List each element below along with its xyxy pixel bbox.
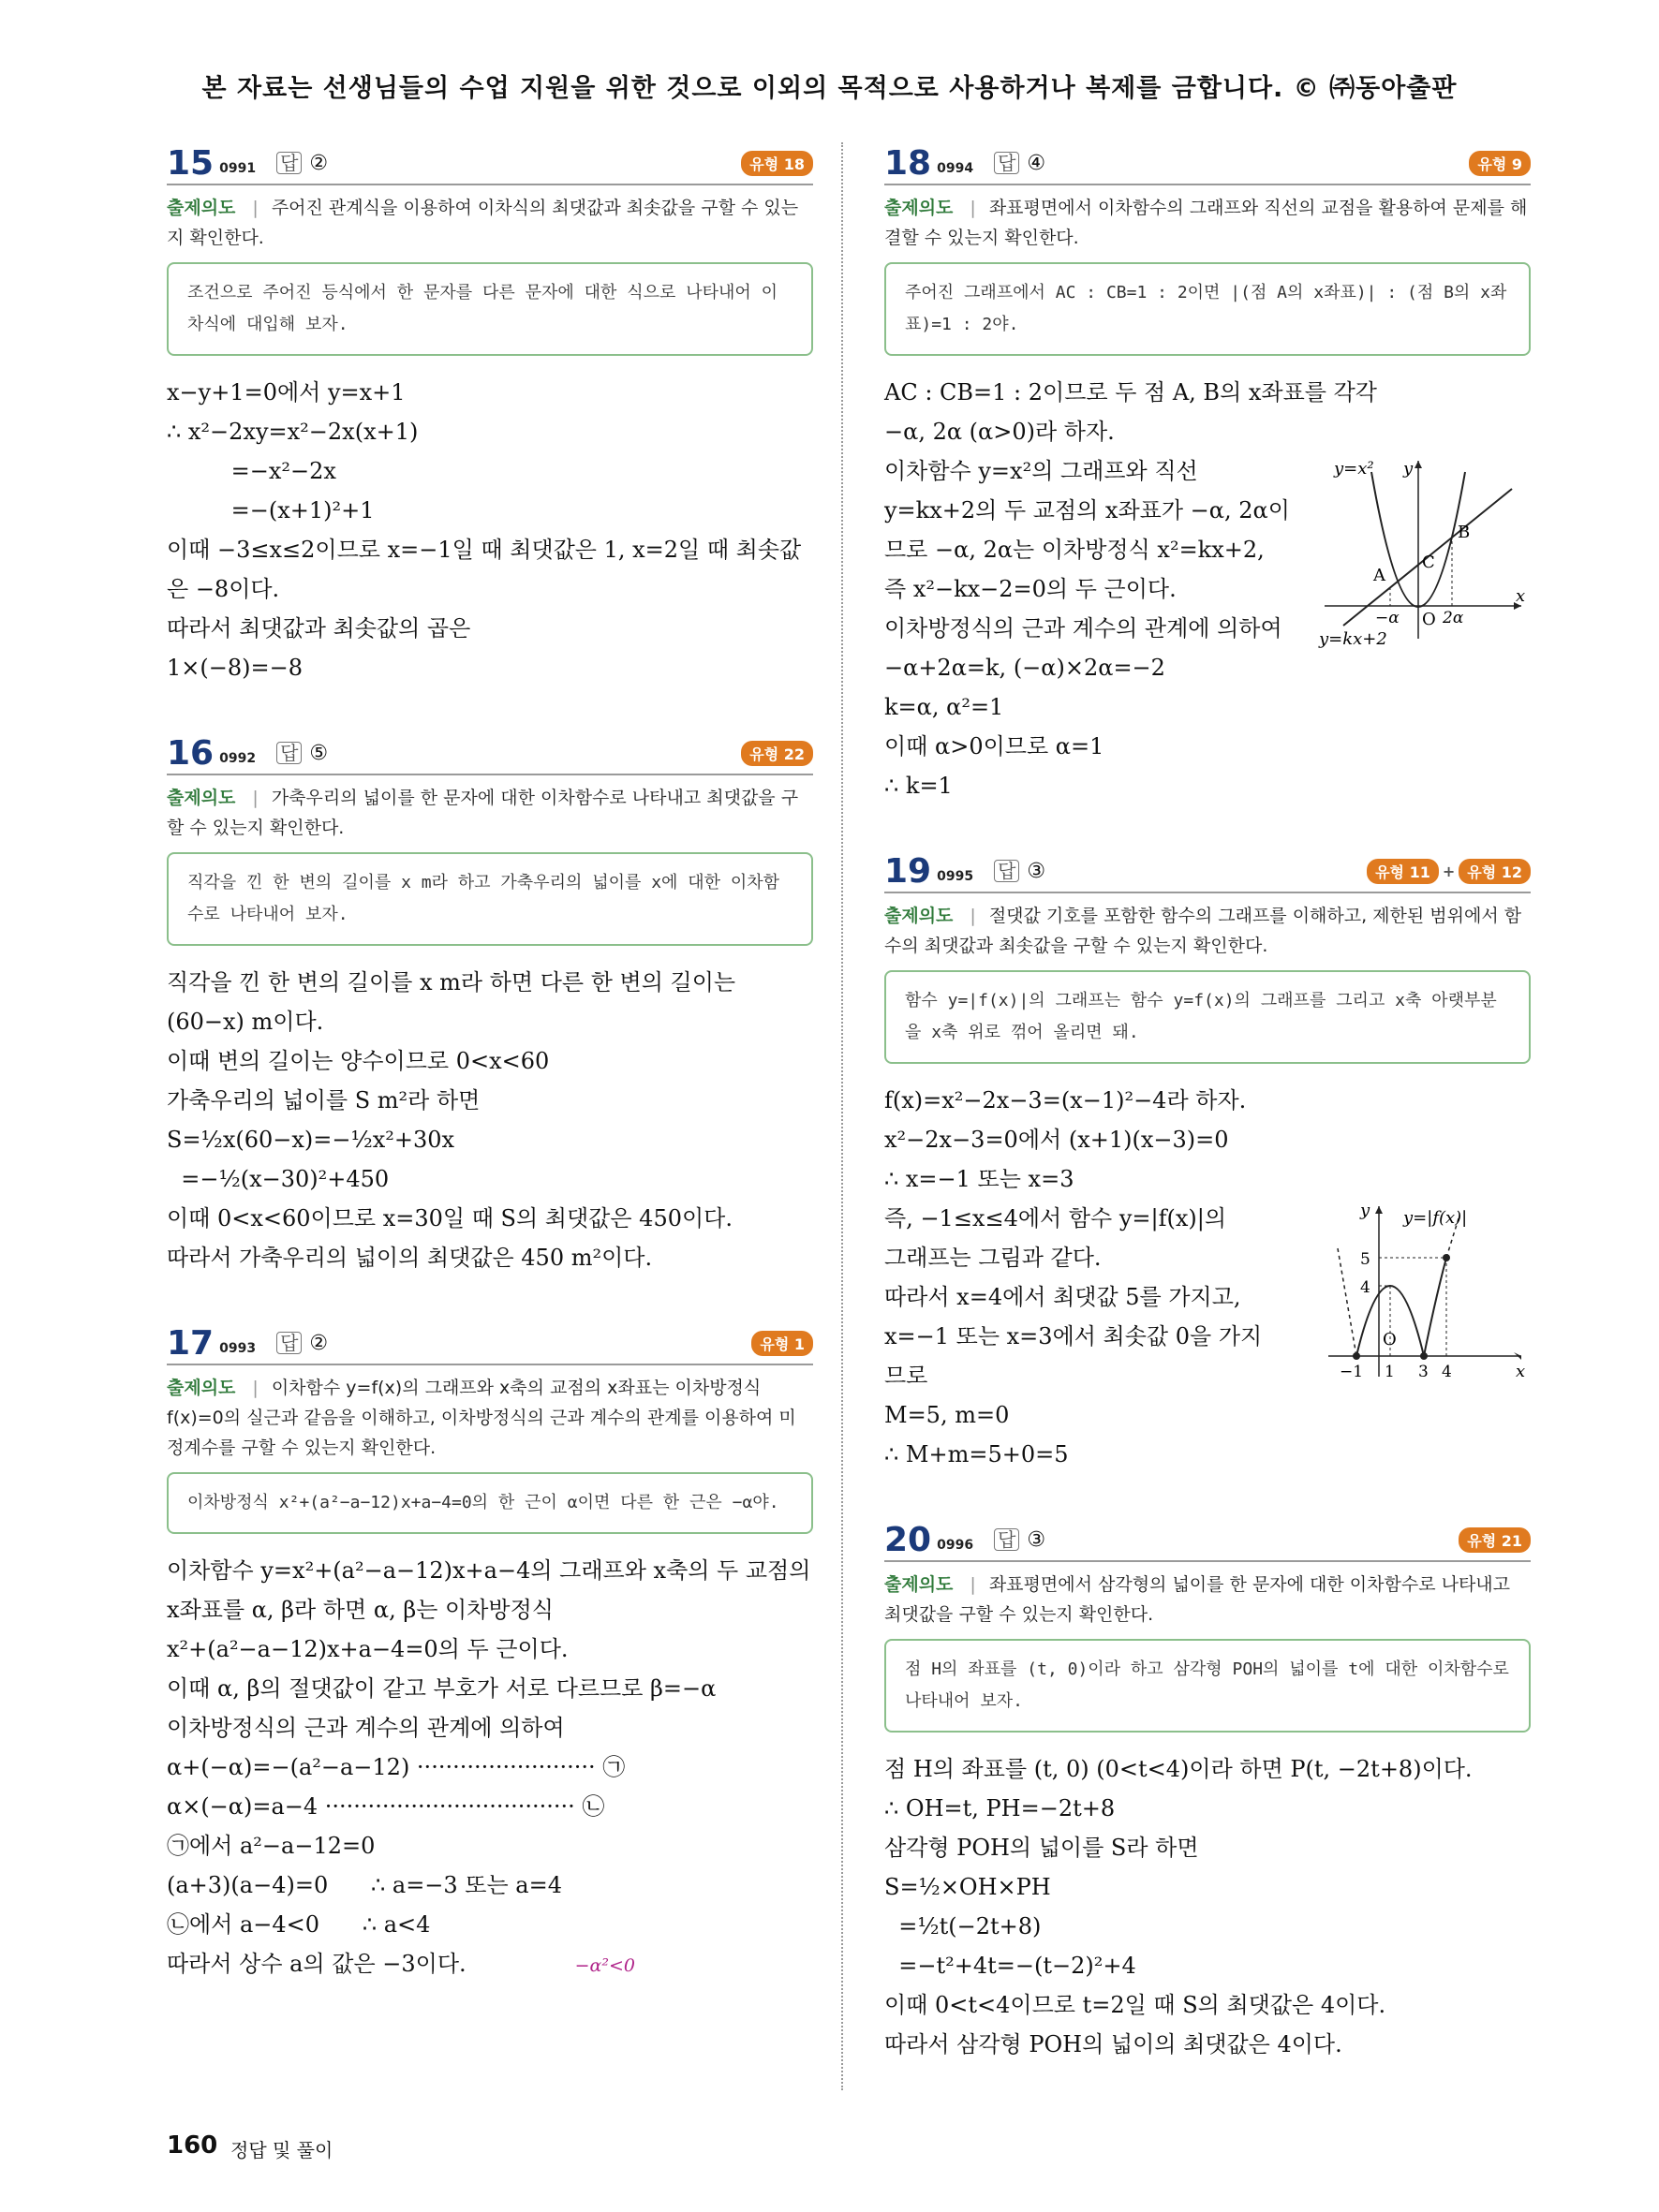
column-divider xyxy=(841,142,844,2090)
solution-line: x²+(a²−a−12)x+a−4=0의 두 근이다. xyxy=(167,1636,569,1662)
intent-label: 출제의도 xyxy=(884,906,954,926)
solution-line: 따라서 최댓값과 최솟값의 곱은 xyxy=(167,615,471,641)
problem-number: 15 xyxy=(167,143,215,183)
problem-number: 18 xyxy=(884,143,932,183)
ytick-4: 4 xyxy=(1360,1278,1370,1297)
type-tag: 유형 11 xyxy=(1367,859,1439,884)
answer-label: 답 xyxy=(276,1332,302,1354)
intent: 출제의도 | 절댓값 기호를 포함한 함수의 그래프를 이해하고, 제한된 범위에서 함수의 최댓값과 최솟값을 구할 수 있는지 확인한다. xyxy=(884,906,1522,956)
intent-label: 출제의도 xyxy=(884,198,954,218)
solution-line: =−t²+4t=−(t−2)²+4 xyxy=(884,1953,1136,1979)
solution-line: ㉡에서 a−4<0 ∴ a<4 xyxy=(167,1911,431,1938)
problem-header xyxy=(884,142,1531,185)
xtick-4: 4 xyxy=(1442,1363,1452,1381)
point-b-label: B xyxy=(1458,523,1471,542)
solution-line: S=½x(60−x)=−½x²+30x xyxy=(167,1127,455,1153)
solution-line: −α, 2α (α>0)라 하자. xyxy=(884,419,1115,445)
solution xyxy=(884,1749,1531,2064)
solution-line: 따라서 x=4에서 최댓값 5를 가지고, xyxy=(884,1284,1241,1310)
solution-line: x²−2x−3=0에서 (x+1)(x−3)=0 xyxy=(884,1127,1229,1153)
solution-line: 점 H의 좌표를 (t, 0) (0<t<4)이라 하면 P(t, −2t+8)이다. xyxy=(884,1756,1473,1782)
problem-number: 19 xyxy=(884,851,932,891)
solution-line: ㉠에서 a²−a−12=0 xyxy=(167,1833,376,1859)
type-tag: 유형 12 xyxy=(1459,859,1531,884)
solution-line: 이때 변의 길이는 양수이므로 0<x<60 xyxy=(167,1048,550,1074)
intent: 출제의도 | 좌표평면에서 이차함수의 그래프와 직선의 교점을 활용하여 문제를 해결할 수 있는지 확인한다. xyxy=(884,198,1528,248)
solution-line: =½t(−2t+8) xyxy=(884,1913,1042,1939)
hint-box: 조건으로 주어진 등식에서 한 문자를 다른 문자에 대한 식으로 나타내어 이차식에 대입해 보자. xyxy=(167,262,813,356)
problem-header xyxy=(884,1519,1531,1562)
solution-line: 이때 −3≤x≤2이므로 x=−1일 때 최댓값은 1, x=2일 때 최솟값은 −8이다. xyxy=(167,537,802,602)
solution-line: 이때 0<x<60이므로 x=30일 때 S의 최댓값은 450이다. xyxy=(167,1205,733,1231)
solution-line: 이때 0<t<4이므로 t=2일 때 S의 최댓값은 4이다. xyxy=(884,1992,1386,2018)
solution-line: ∴ M+m=5+0=5 xyxy=(884,1441,1069,1467)
solution-line: AC : CB=1 : 2이므로 두 점 A, B의 x좌표를 각각 xyxy=(884,379,1377,406)
answer-choice: ④ xyxy=(1027,151,1046,175)
solution-line: f(x)=x²−2x−3=(x−1)²−4라 하자. xyxy=(884,1087,1247,1113)
xtick-1: 1 xyxy=(1385,1363,1395,1381)
problem-20 xyxy=(884,1519,1531,2064)
y-axis-label: y xyxy=(1403,459,1414,479)
type-tag: 유형 22 xyxy=(741,741,813,766)
solution-line: α×(−α)=a−4 ··································· ㉡ xyxy=(167,1793,605,1820)
tick-2alpha: 2α xyxy=(1443,609,1464,627)
ytick-5: 5 xyxy=(1360,1250,1370,1269)
answer-label: 답 xyxy=(994,1528,1019,1551)
left-column xyxy=(167,142,819,1983)
solution-line: =−½(x−30)²+450 xyxy=(167,1166,390,1192)
intent: 출제의도 | 가축우리의 넓이를 한 문자에 대한 이차함수로 나타내고 최댓값을 구할 수 있는지 확인한다. xyxy=(167,788,799,838)
answer-label: 답 xyxy=(994,860,1019,882)
answer-choice: ② xyxy=(309,1331,329,1355)
solution-line: ∴ OH=t, PH=−2t+8 xyxy=(884,1795,1116,1821)
solution-line: M=5, m=0 xyxy=(884,1402,1010,1428)
problem-number: 17 xyxy=(167,1323,215,1363)
solution-line: 직각을 낀 한 변의 길이를 x m라 하면 다른 한 변의 길이는 xyxy=(167,969,736,995)
solution-line: 따라서 삼각형 POH의 넓이의 최댓값은 4이다. xyxy=(884,2031,1342,2057)
problem-code: 0994 xyxy=(937,161,974,176)
intent-text: 좌표평면에서 이차함수의 그래프와 직선의 교점을 활용하여 문제를 해결할 수 있는지 확인한다. xyxy=(884,198,1528,248)
point-c-label: C xyxy=(1422,553,1435,572)
solution-line: S=½×OH×PH xyxy=(884,1874,1051,1900)
intent-text: 절댓값 기호를 포함한 함수의 그래프를 이해하고, 제한된 범위에서 함수의 최댓값과 최솟값을 구할 수 있는지 확인한다. xyxy=(884,906,1522,956)
xtick-3: 3 xyxy=(1418,1363,1429,1381)
solution-line: α+(−α)=−(a²−a−12) ························· ㉠ xyxy=(167,1754,626,1780)
problem-18 xyxy=(884,142,1531,805)
intent-label: 출제의도 xyxy=(167,788,236,808)
origin-label: O xyxy=(1383,1330,1397,1349)
x-axis-label: x xyxy=(1516,586,1526,606)
problem-code: 0995 xyxy=(937,869,974,884)
solution-line: 이차방정식의 근과 계수의 관계에 의하여 xyxy=(884,615,1282,641)
type-tag: 유형 18 xyxy=(741,151,813,176)
problem-15 xyxy=(167,142,813,687)
answer-choice: ③ xyxy=(1027,859,1046,883)
solution xyxy=(167,1551,819,1983)
intent-text: 주어진 관계식을 이용하여 이차식의 최댓값과 최솟값을 구할 수 있는지 확인한다. xyxy=(167,198,799,248)
graph-label: y=|f(x)| xyxy=(1403,1208,1468,1228)
problem-code: 0996 xyxy=(937,1538,974,1553)
side-note: −α²<0 xyxy=(574,1955,635,1976)
point-a-label: A xyxy=(1373,566,1385,585)
problem-17 xyxy=(167,1322,819,1983)
solution-line: y=kx+2의 두 교점의 x좌표가 −α, 2α이 xyxy=(884,497,1290,524)
hint-box: 직각을 낀 한 변의 길이를 x m라 하고 가축우리의 넓이를 x에 대한 이차함수로 나타내어 보자. xyxy=(167,852,813,946)
solution-line: 따라서 가축우리의 넓이의 최댓값은 450 m²이다. xyxy=(167,1245,653,1271)
problem-code: 0992 xyxy=(219,751,257,766)
solution-line: 이때 α, β의 절댓값이 같고 부호가 서로 다르므로 β=−α xyxy=(167,1675,717,1702)
intent-text: 가축우리의 넓이를 한 문자에 대한 이차함수로 나타내고 최댓값을 구할 수 있는지 확인한다. xyxy=(167,788,799,838)
solution-line: 므로 xyxy=(884,1363,928,1389)
x-axis-label: x xyxy=(1516,1362,1526,1381)
intent-label: 출제의도 xyxy=(884,1574,954,1595)
problem-code: 0991 xyxy=(219,161,257,176)
type-tag: 유형 9 xyxy=(1469,151,1531,176)
problem-number: 20 xyxy=(884,1520,932,1559)
solution-line: 이때 α>0이므로 α=1 xyxy=(884,733,1104,759)
answer-choice: ② xyxy=(309,151,329,175)
intent: 출제의도 | 좌표평면에서 삼각형의 넓이를 한 문자에 대한 이차함수로 나타내고 최댓값을 구할 수 있는지 확인한다. xyxy=(884,1574,1511,1625)
solution-line: x=−1 또는 x=3에서 최솟값 0을 가지 xyxy=(884,1323,1263,1349)
hint-box: 이차방정식 x²+(a²−a−12)x+a−4=0의 한 근이 α이면 다른 한 근은 −α야. xyxy=(167,1472,813,1534)
solution-line: ∴ x²−2xy=x²−2x(x+1) xyxy=(167,419,419,445)
solution-line: 1×(−8)=−8 xyxy=(167,655,303,681)
solution-line: x−y+1=0에서 y=x+1 xyxy=(167,379,406,406)
problem-16 xyxy=(167,732,813,1277)
hint-box: 주어진 그래프에서 AC : CB=1 : 2이면 |(점 A의 x좌표)| : (점 B의 x좌표)=1 : 2야. xyxy=(884,262,1531,356)
type-tag: 유형 1 xyxy=(751,1331,813,1356)
right-column xyxy=(884,142,1531,2064)
solution-line: ∴ x=−1 또는 x=3 xyxy=(884,1166,1074,1192)
problem-19 xyxy=(884,850,1531,1474)
answer-label: 답 xyxy=(276,742,302,764)
copyright-banner: 본 자료는 선생님들의 수업 지원을 위한 것으로 이외의 목적으로 사용하거나 복제를 금합니다. © ㈜동아출판 xyxy=(201,74,1458,103)
intent: 출제의도 | 주어진 관계식을 이용하여 이차식의 최댓값과 최솟값을 구할 수 있는지 확인한다. xyxy=(167,198,799,248)
hint-box: 함수 y=|f(x)|의 그래프는 함수 y=f(x)의 그래프를 그리고 x축 아랫부분을 x축 위로 꺾어 올리면 돼. xyxy=(884,970,1531,1064)
problem-code: 0993 xyxy=(219,1341,257,1356)
page-number: 160 xyxy=(167,2131,218,2160)
problem-header xyxy=(167,1322,813,1365)
solution-line: −α+2α=k, (−α)×2α=−2 xyxy=(884,655,1165,681)
answer-choice: ③ xyxy=(1027,1527,1046,1552)
parabola-line-graph xyxy=(1315,451,1531,648)
solution-line: 즉 x²−kx−2=0의 두 근이다. xyxy=(884,576,1177,602)
tick-neg-alpha: −α xyxy=(1375,609,1400,627)
type-tag: 유형 21 xyxy=(1459,1527,1531,1553)
solution-line: (60−x) m이다. xyxy=(167,1009,324,1035)
solution-line: ∴ k=1 xyxy=(884,773,953,799)
origin-label: O xyxy=(1422,610,1436,629)
solution-line: 이차방정식의 근과 계수의 관계에 의하여 xyxy=(167,1715,565,1741)
y-axis-label: y xyxy=(1360,1201,1370,1220)
solution-line: 삼각형 POH의 넓이를 S라 하면 xyxy=(884,1835,1199,1861)
page-label: 정답 및 풀이 xyxy=(230,2139,333,2161)
intent-label: 출제의도 xyxy=(167,198,236,218)
problem-header: 19 0995 답 ③ 유형 11 + 유형 12 xyxy=(884,850,1531,893)
solution-line: 따라서 상수 a의 값은 −3이다. xyxy=(167,1951,467,1977)
problem-number: 16 xyxy=(167,733,215,773)
solution xyxy=(167,373,813,687)
xtick-neg1: −1 xyxy=(1340,1363,1364,1381)
hint-box: 점 H의 좌표를 (t, 0)이라 하고 삼각형 POH의 넓이를 t에 대한 이차함수로 나타내어 보자. xyxy=(884,1639,1531,1733)
solution-line: k=α, α²=1 xyxy=(884,694,1004,720)
problem-header xyxy=(167,142,813,185)
solution-line: 이차함수 y=x²의 그래프와 직선 xyxy=(884,458,1198,484)
intent-label: 출제의도 xyxy=(167,1378,236,1398)
solution-line: 이차함수 y=x²+(a²−a−12)x+a−4의 그래프와 x축의 두 교점의 x좌표를 α, β라 하면 α, β는 이차방정식 xyxy=(167,1557,819,1623)
solution xyxy=(167,963,813,1277)
solution-line: (a+3)(a−4)=0 ∴ a=−3 또는 a=4 xyxy=(167,1872,562,1898)
solution-line: 즉, −1≤x≤4에서 함수 y=|f(x)|의 xyxy=(884,1205,1227,1231)
curve-label: y=x² xyxy=(1334,459,1374,479)
answer-label: 답 xyxy=(276,152,302,174)
problem-header xyxy=(167,732,813,775)
answer-choice: ⑤ xyxy=(309,741,329,765)
abs-function-graph xyxy=(1325,1197,1531,1384)
line-label: y=kx+2 xyxy=(1319,629,1387,648)
solution-line: =−(x+1)²+1 xyxy=(167,497,375,524)
intent: 출제의도 | 이차함수 y=f(x)의 그래프와 x축의 교점의 x좌표는 이차방정식 f(x)=0의 실근과 같음을 이해하고, 이차방정식의 근과 계수의 관계를 이용하여 미정계수를 구할 수 있는지 확인한다. xyxy=(167,1378,796,1458)
intent-text: 이차함수 y=f(x)의 그래프와 x축의 교점의 x좌표는 이차방정식 f(x)=0의 실근과 같음을 이해하고, 이차방정식의 근과 계수의 관계를 이용하여 미정계수를 구할 수 있는지 확인한다. xyxy=(167,1378,796,1458)
solution-line: 가축우리의 넓이를 S m²라 하면 xyxy=(167,1087,481,1113)
solution-line: 므로 −α, 2α는 이차방정식 x²=kx+2, xyxy=(884,537,1265,563)
solution-line: =−x²−2x xyxy=(167,458,336,484)
intent-text: 좌표평면에서 삼각형의 넓이를 한 문자에 대한 이차함수로 나타내고 최댓값을 구할 수 있는지 확인한다. xyxy=(884,1574,1511,1625)
answer-label: 답 xyxy=(994,152,1019,174)
solution-line: 그래프는 그림과 같다. xyxy=(884,1245,1102,1271)
